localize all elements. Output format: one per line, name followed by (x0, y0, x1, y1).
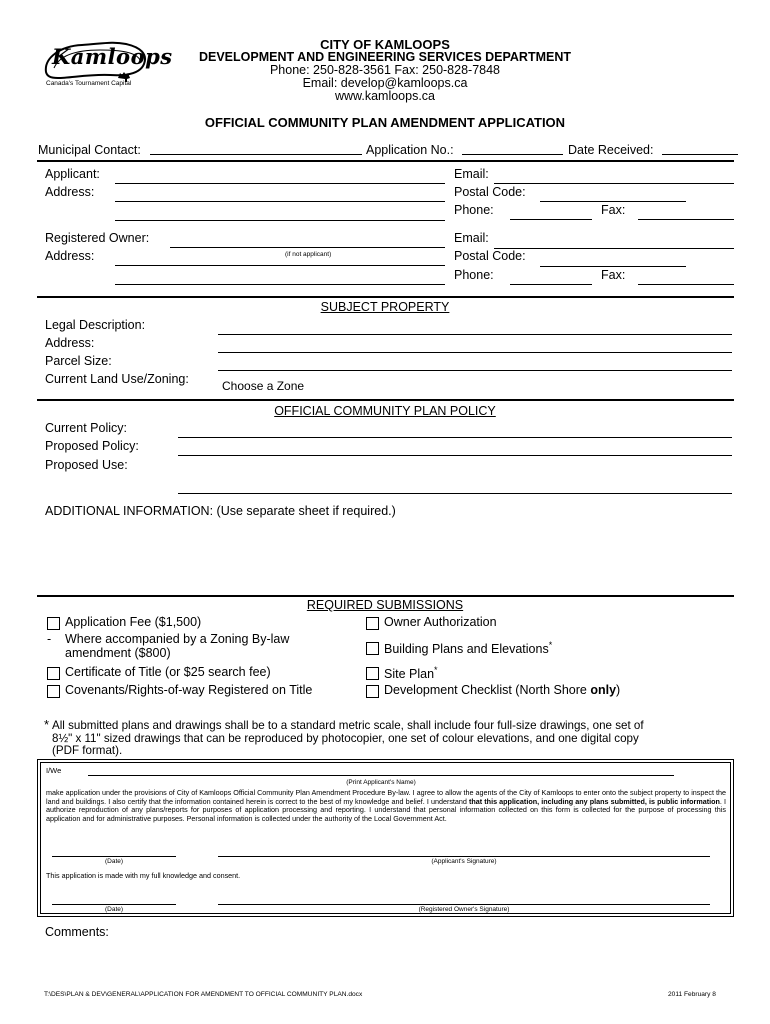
dev-checklist-label (384, 683, 620, 697)
applicant-phone-label: Phone: (454, 203, 494, 217)
city-name: CITY OF KAMLOOPS (320, 37, 450, 52)
applicant-postal-label: Postal Code: (454, 185, 526, 199)
owner-signature-field[interactable] (218, 904, 710, 905)
current-policy-label: Current Policy: (45, 421, 127, 435)
site-plan-asterisk: * (434, 665, 438, 675)
date-caption-1: (Date) (104, 858, 124, 865)
date-field-2[interactable] (52, 904, 176, 905)
owner-field[interactable] (170, 247, 445, 248)
owner-label: Registered Owner: (45, 231, 150, 245)
declaration-text-1: make application under the provisions of City of Kamloops Official Community Plan Amendment Procedure By-law. I agree to allow the agents of the City of Kamloops to enter onto the subject property to inspect the land and buildings. I also certify that the information contained herein is correct to the best of my knowledge and belief. I understand (46, 788, 726, 806)
comments-label: Comments: (45, 925, 109, 939)
applicant-email-field[interactable] (494, 183, 734, 184)
municipal-contact-field[interactable] (150, 154, 362, 155)
applicant-postal-field[interactable] (540, 201, 686, 202)
footnote-line-1: All submitted plans and drawings shall be to a standard metric scale, shall include four full-size drawings, one set of (52, 719, 644, 732)
date-received-label: Date Received: (568, 143, 654, 157)
footer-date: 2011 February 8 (668, 991, 716, 998)
dev-checklist-checkbox[interactable] (366, 685, 379, 698)
land-use-label: Current Land Use/Zoning: (45, 372, 189, 386)
applicant-email-label: Email: (454, 167, 489, 181)
zone-select[interactable]: Choose a Zone (222, 379, 305, 393)
email: Email: develop@kamloops.ca (302, 76, 468, 90)
website: www.kamloops.ca (334, 89, 436, 103)
declaration-text-2: . I authorize reproduction of any plans/reports for purposes of application processing and reporting. I understand that personal information collected on this form is collected for the purpose of processing this application and for administrative purposes. Personal information is collected under the authority of the Local Government Act. (46, 796, 726, 824)
subject-property-heading: SUBJECT PROPERTY (320, 300, 450, 314)
footer-path: T:\DES\PLAN & DEV\GENERAL\APPLICATION FOR AMENDMENT TO OFFICIAL COMMUNITY PLAN.docx (44, 991, 363, 998)
divider (37, 399, 734, 401)
application-fee-checkbox[interactable] (47, 617, 60, 630)
divider (37, 595, 734, 597)
owner-address-label: Address: (45, 249, 95, 263)
divider (37, 296, 734, 298)
close-paren: ) (616, 683, 621, 697)
date-received-field[interactable] (662, 154, 738, 155)
applicant-name-field[interactable] (88, 775, 674, 776)
declaration-text-bold: that this application, including any plans submitted, is public information (469, 796, 720, 806)
applicant-address-label: Address: (45, 185, 95, 199)
site-plan-label (384, 665, 438, 681)
owner-signature-caption: (Registered Owner's Signature) (418, 906, 510, 913)
applicant-field[interactable] (115, 183, 445, 184)
print-name-caption: (Print Applicant's Name) (346, 779, 416, 786)
applicant-signature-caption: (Applicant's Signature) (431, 858, 497, 865)
applicant-label: Applicant: (45, 167, 100, 181)
owner-postal-label: Postal Code: (454, 249, 526, 263)
proposed-policy-label: Proposed Policy: (45, 439, 139, 453)
parcel-size-field[interactable] (218, 370, 732, 371)
property-address-field[interactable] (218, 352, 732, 353)
footnote-line-2: 8½" x 11" sized drawings that can be reproduced by photocopier, one set of colour elevations, and one digital copy (52, 732, 639, 745)
consent-text: This application is made with my full knowledge and consent. (46, 871, 241, 880)
owner-fax-label: Fax: (601, 268, 626, 282)
owner-email-label: Email: (454, 231, 489, 245)
department-name: DEVELOPMENT AND ENGINEERING SERVICES DEPARTMENT (198, 50, 572, 64)
declaration-text (46, 789, 726, 824)
not-applicant-note: (if not applicant) (285, 251, 332, 258)
owner-postal-field[interactable] (540, 266, 686, 267)
owner-address-field-1[interactable] (115, 265, 445, 266)
application-no-field[interactable] (462, 154, 563, 155)
applicant-signature-field[interactable] (218, 856, 710, 857)
building-plans-text: Building Plans and Elevations (384, 642, 549, 657)
only-text: only (590, 683, 617, 697)
building-plans-asterisk: * (548, 640, 553, 650)
site-plan-text: Site Plan (384, 667, 435, 682)
legal-description-label: Legal Description: (45, 318, 146, 332)
applicant-fax-label: Fax: (601, 203, 626, 217)
dash: - (47, 632, 52, 646)
covenants-label: Covenants/Rights-of-way Registered on Title (65, 683, 313, 697)
date-caption-2: (Date) (104, 906, 124, 913)
form-title: OFFICIAL COMMUNITY PLAN AMENDMENT APPLICATION (204, 115, 566, 130)
application-no-label: Application No.: (366, 143, 454, 157)
divider (37, 160, 734, 162)
owner-phone-field[interactable] (510, 284, 592, 285)
application-fee-label: Application Fee ($1,500) (65, 615, 202, 629)
proposed-use-label: Proposed Use: (45, 458, 128, 472)
required-submissions-heading: REQUIRED SUBMISSIONS (306, 598, 464, 612)
proposed-policy-field[interactable] (178, 455, 732, 456)
applicant-phone-field[interactable] (510, 219, 592, 220)
dev-checklist-text: Development Checklist (North Shore (384, 683, 591, 697)
owner-authorization-checkbox[interactable] (366, 617, 379, 630)
owner-address-field-2[interactable] (115, 284, 445, 285)
logo-tagline: Canada's Tournament Capital (46, 80, 132, 87)
phone-fax: Phone: 250-828-3561 Fax: 250-828-7848 (269, 63, 501, 77)
certificate-label: Certificate of Title (or $25 search fee) (65, 665, 271, 679)
proposed-use-field[interactable] (178, 493, 732, 494)
zoning-amendment-label-2: amendment ($800) (65, 646, 171, 660)
owner-email-field[interactable] (494, 248, 734, 249)
covenants-checkbox[interactable] (47, 685, 60, 698)
ocp-policy-heading: OFFICIAL COMMUNITY PLAN POLICY (274, 404, 496, 418)
certificate-checkbox[interactable] (47, 667, 60, 680)
owner-authorization-label: Owner Authorization (384, 615, 497, 629)
applicant-address-field-2[interactable] (115, 220, 445, 221)
municipal-contact-label: Municipal Contact: (38, 143, 141, 157)
legal-description-field[interactable] (218, 334, 732, 335)
footnote-line-3: (PDF format). (52, 744, 123, 757)
additional-info-label: ADDITIONAL INFORMATION: (Use separate sheet if required.) (45, 504, 396, 518)
iwe-label: I/We (46, 766, 62, 775)
property-address-label: Address: (45, 336, 95, 350)
parcel-size-label: Parcel Size: (45, 354, 112, 368)
date-field-1[interactable] (52, 856, 176, 857)
logo-text: Kamloops (52, 44, 173, 69)
current-policy-field[interactable] (178, 437, 732, 438)
owner-fax-field[interactable] (638, 284, 734, 285)
building-plans-label (384, 640, 552, 656)
footnote-asterisk: * (44, 717, 50, 732)
applicant-address-field-1[interactable] (115, 201, 445, 202)
applicant-fax-field[interactable] (638, 219, 734, 220)
zoning-amendment-label-1: Where accompanied by a Zoning By-law (65, 632, 290, 646)
owner-phone-label: Phone: (454, 268, 494, 282)
building-plans-checkbox[interactable] (366, 642, 379, 655)
site-plan-checkbox[interactable] (366, 667, 379, 680)
